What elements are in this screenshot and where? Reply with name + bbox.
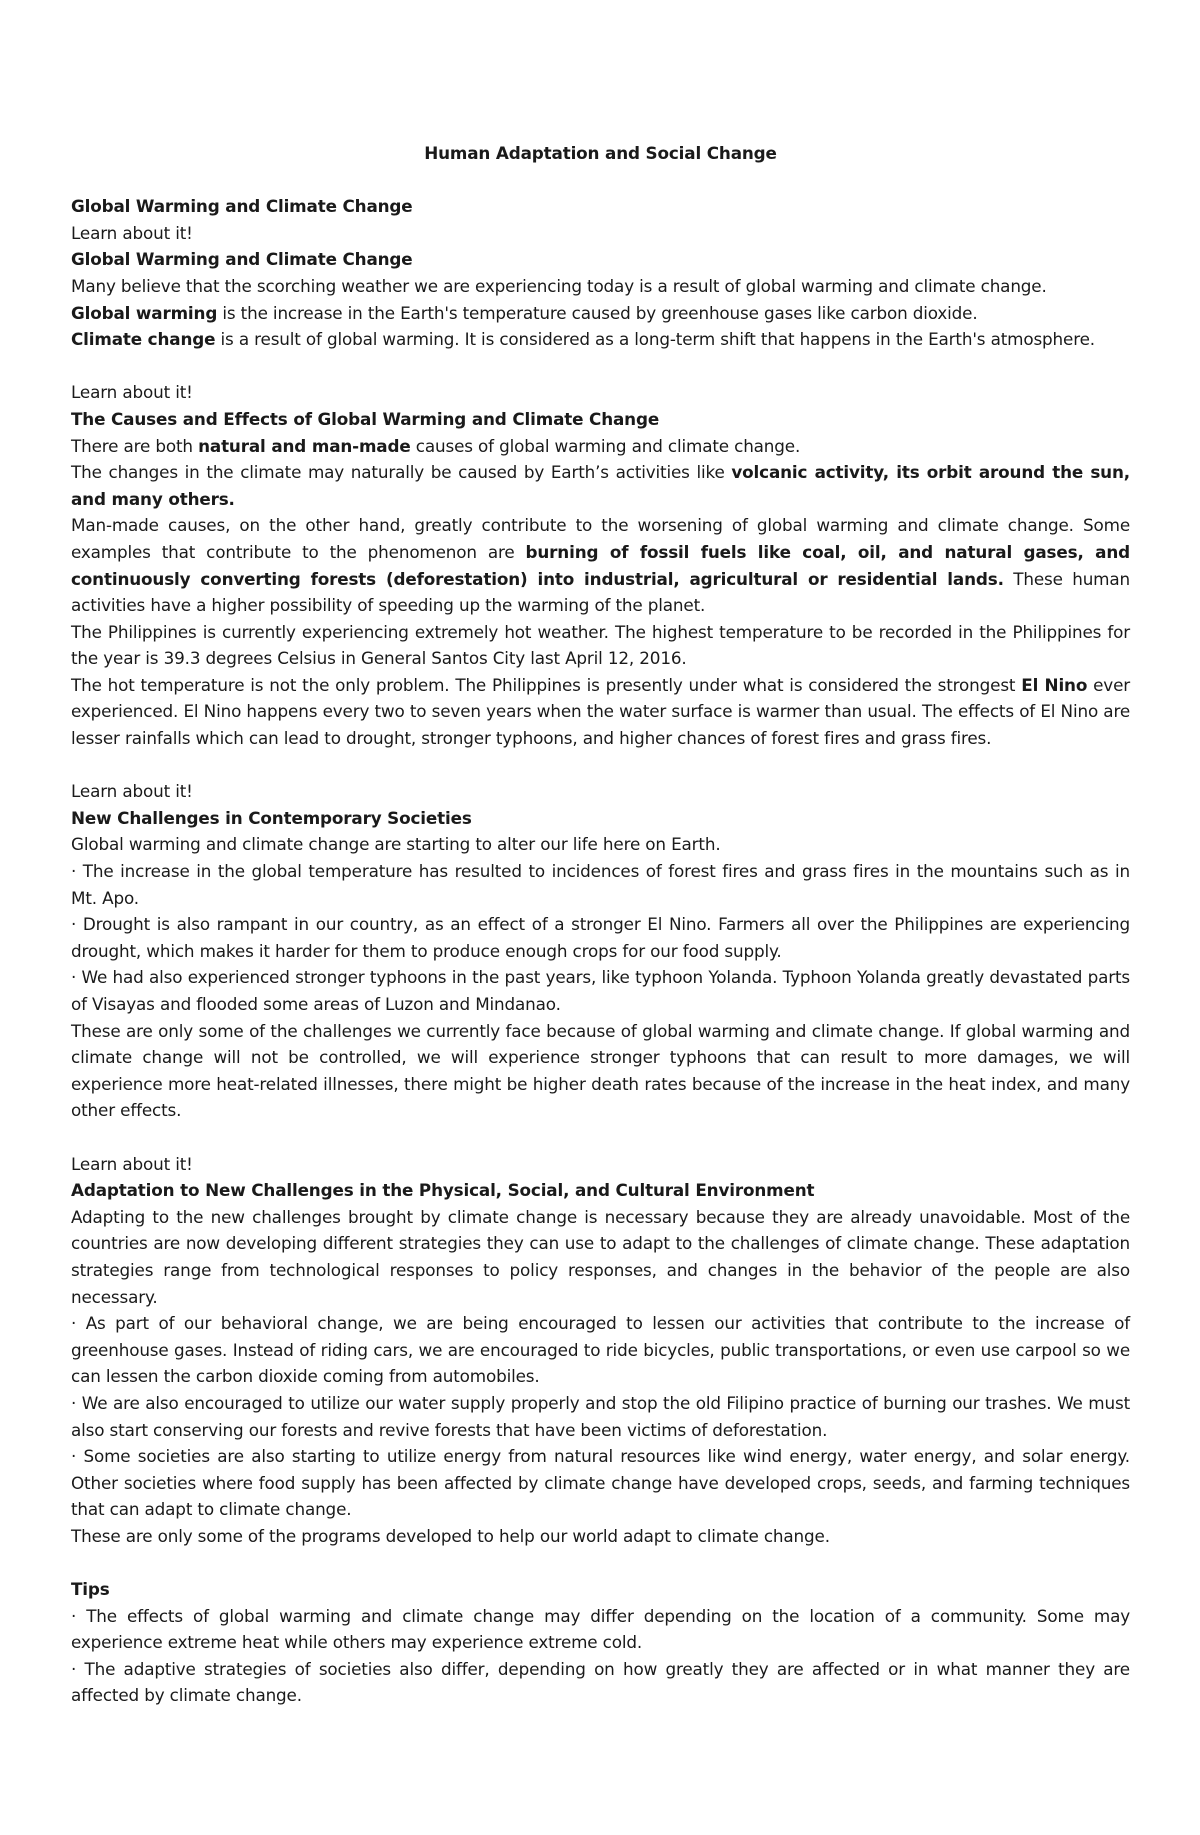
paragraph-text: These human activities have a higher possibility of speeding up the warming of the planet.: [71, 568, 1130, 616]
paragraph: These are only some of the programs developed to help our world adapt to climate change.: [71, 1525, 830, 1546]
bullet-item: · We had also experienced stronger typhoons in the past years, like typhoon Yolanda. Typhoon Yolanda greatly devastated parts of Visayas and flooded some areas of Luzon and Mindanao.: [71, 967, 1130, 1014]
bold-term: natural and man-made: [198, 435, 411, 456]
paragraph: The Philippines is currently experiencing extremely hot weather. The highest temperature to be recorded in the Philippines for the year is 39.3 degrees Celsius in General Santos City last April 12, 2016.: [71, 621, 1130, 669]
learn-label: Learn about it!: [71, 222, 193, 243]
paragraph-text: The changes in the climate may naturally be caused by Earth’s activities like: [71, 462, 732, 483]
paragraph: [71, 672, 1130, 752]
bullet-item: · The increase in the global temperature has resulted to incidences of forest fires and grass fires in the mountains such as in Mt. Apo.: [71, 861, 1130, 908]
bullet-item: · As part of our behavioral change, we are being encouraged to lessen our activities that contribute to the increase of greenhouse gases. Instead of riding cars, we are encouraged to ride bicycles, public transportations, or even use carpool so we can lessen the carbon dioxide coming from automobiles.: [71, 1313, 1130, 1387]
learn-label: Learn about it!: [71, 382, 193, 403]
tip-item: · The adaptive strategies of societies also differ, depending on how greatly they are affected or in what manner they are affected by climate change.: [71, 1658, 1130, 1706]
bold-term: Global warming: [71, 302, 218, 323]
paragraph-text: The hot temperature is not the only problem. The Philippines is presently under what is considered the strongest: [71, 674, 1022, 695]
learn-label: Learn about it!: [71, 1153, 193, 1174]
paragraph: Many believe that the scorching weather we are experiencing today is a result of global warming and climate change.: [71, 275, 1047, 296]
paragraph: [71, 433, 1130, 460]
bold-term: burning of fossil fuels like coal, oil, and natural gases, and continuously converting forests (deforestation) into industrial, agricultural or residential lands.: [71, 541, 1130, 589]
section-heading: Adaptation to New Challenges in the Physical, Social, and Cultural Environment: [71, 1180, 815, 1201]
section-heading: Global Warming and Climate Change: [71, 249, 413, 270]
tips-heading: Tips: [71, 1579, 110, 1600]
spacer: [71, 752, 1130, 779]
spacer: [71, 353, 1130, 380]
paragraph-text: causes of global warming and climate change.: [410, 435, 801, 456]
paragraph: [71, 459, 1130, 512]
section-heading: The Causes and Effects of Global Warming and Climate Change: [71, 408, 660, 429]
bold-term: Climate change: [71, 329, 216, 350]
paragraph-text: Man-made causes, on the other hand, greatly contribute to the worsening of global warming and climate change. Some examples that contribute to the phenomenon are: [71, 515, 1130, 562]
main-heading: Global Warming and Climate Change: [71, 196, 413, 217]
paragraph: Adapting to the new challenges brought by climate change is necessary because they are already unavoidable. Most of the countries are now developing different strategies they can use to adapt to the challenges of climate change. These adaptation strategies range from technological responses to policy responses, and changes in the behavior of the people are also necessary.: [71, 1206, 1130, 1307]
section-heading: New Challenges in Contemporary Societies: [71, 807, 472, 828]
paragraph-text: is a result of global warming. It is considered as a long-term shift that happens in the Earth's atmosphere.: [215, 329, 1095, 350]
bold-term: volcanic activity, its orbit around the sun, and many others.: [71, 462, 1130, 509]
bullet-item: · Some societies are also starting to utilize energy from natural resources like wind energy, water energy, and solar energy. Other societies where food supply has been affected by climate change have developed crops, seeds, and farming techniques that can adapt to climate change.: [71, 1446, 1130, 1520]
paragraph: [71, 326, 1130, 353]
document-title: Human Adaptation and Social Change: [424, 143, 777, 163]
paragraph: These are only some of the challenges we currently face because of global warming and climate change. If global warming and climate change will not be controlled, we will experience stronger typhoons that can result to more damages, we will experience more heat-related illnesses, there might be higher death rates because of the increase in the heat index, and many other effects.: [71, 1020, 1130, 1121]
paragraph-text: is the increase in the Earth's temperature caused by greenhouse gases like carbon dioxide.: [217, 302, 978, 323]
bold-term: El Nino: [1021, 674, 1088, 695]
document-body: [71, 140, 1130, 1709]
learn-label: Learn about it!: [71, 781, 193, 802]
paragraph: [71, 300, 1130, 327]
paragraph-text: There are both: [71, 435, 199, 456]
bullet-item: · We are also encouraged to utilize our water supply properly and stop the old Filipino practice of burning our trashes. We must also start conserving our forests and revive forests that have been victims of deforestation.: [71, 1392, 1130, 1440]
paragraph: Global warming and climate change are starting to alter our life here on Earth.: [71, 834, 721, 855]
bullet-item: · Drought is also rampant in our country, as an effect of a stronger El Nino. Farmers all over the Philippines are experiencing drought, which makes it harder for them to produce enough crops for our food supply.: [71, 914, 1130, 961]
paragraph-text: ever experienced. El Nino happens every two to seven years when the water surface is warmer than usual. The effects of El Nino are lesser rainfalls which can lead to drought, stronger typhoons, and higher chances of forest fires and grass fires.: [71, 674, 1130, 749]
spacer: [71, 1124, 1130, 1151]
tip-item: · The effects of global warming and climate change may differ depending on the location of a community. Some may experience extreme heat while others may experience extreme cold.: [71, 1605, 1130, 1653]
spacer: [71, 1549, 1130, 1576]
paragraph: [71, 512, 1130, 618]
